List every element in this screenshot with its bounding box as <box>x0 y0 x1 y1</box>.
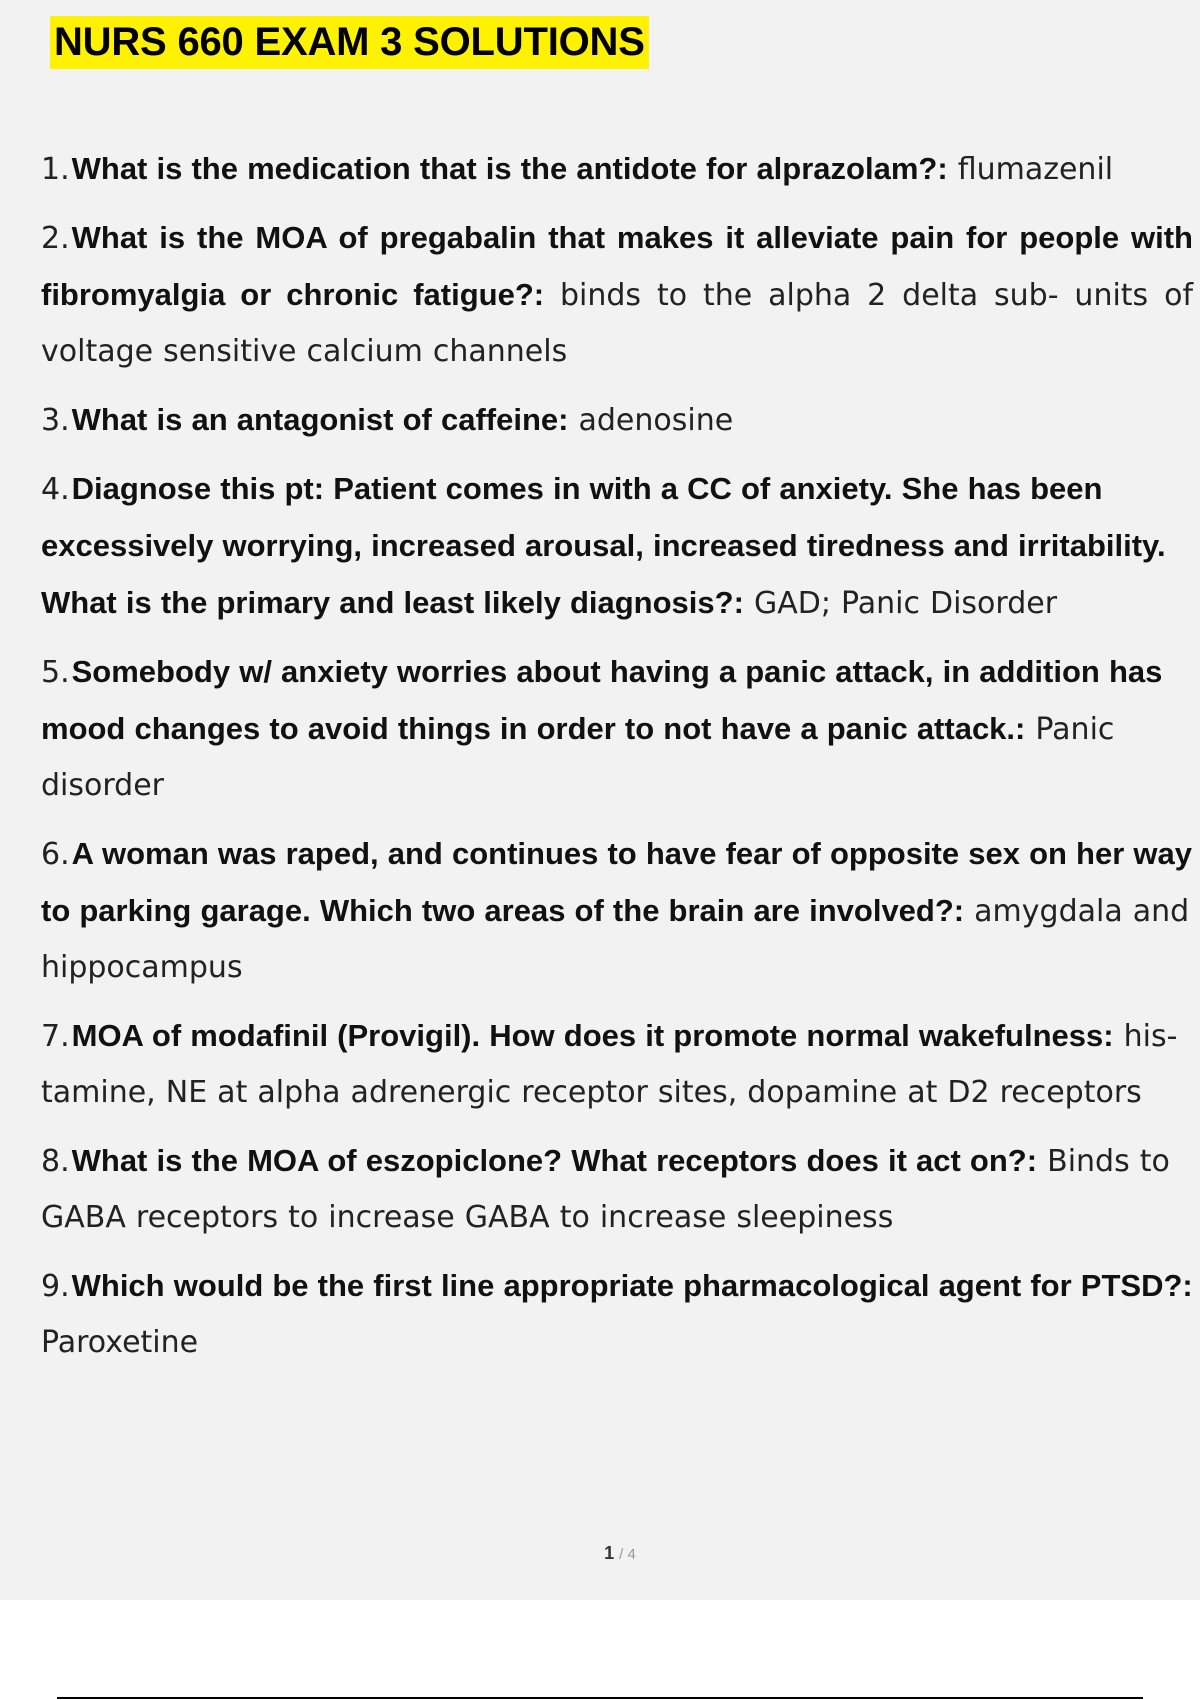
question-number: 2. <box>41 221 70 256</box>
answer-text: flumazenil <box>957 152 1114 187</box>
answer-text: amygdala and hippocampus <box>41 894 1190 985</box>
page-divider <box>57 1697 1143 1699</box>
answer-text: adenosine <box>578 403 734 438</box>
question-number: 4. <box>41 472 70 507</box>
question-text: What is the MOA of eszopiclone? What receptors does it act on?: <box>71 1143 1038 1178</box>
question-text: What is the MOA of pregabalin that makes it alleviate pain for people with fibromyalgia or chronic fatigue?: <box>41 220 1193 312</box>
question-text: Which would be the first line appropriate pharmacological agent for PTSD?: <box>71 1268 1193 1303</box>
question-item <box>41 392 1193 449</box>
answer-text: GAD; Panic Disorder <box>753 586 1058 621</box>
answer-text: binds to the alpha 2 delta sub- units of voltage sensitive calcium channels <box>41 278 1193 369</box>
question-item <box>41 1133 1193 1246</box>
question-item <box>41 1258 1193 1371</box>
question-text: Somebody w/ anxiety worries about having a panic attack, in addition has mood changes to avoid things in order to not have a panic attack.: <box>41 654 1163 746</box>
question-number: 8. <box>41 1144 70 1179</box>
question-text: MOA of modafinil (Provigil). How does it promote normal wakefulness: <box>71 1018 1114 1053</box>
question-item <box>41 1008 1193 1121</box>
current-page-number: 1 <box>604 1543 615 1563</box>
question-number: 6. <box>41 837 70 872</box>
question-number: 5. <box>41 655 70 690</box>
question-text: What is the medication that is the antidote for alprazolam?: <box>71 151 948 186</box>
total-pages: / 4 <box>619 1546 636 1563</box>
question-item <box>41 644 1193 814</box>
question-number: 7. <box>41 1019 70 1054</box>
question-list <box>41 141 1193 1383</box>
question-item <box>41 210 1193 380</box>
answer-text: his- tamine, NE at alpha adrenergic receptor sites, dopamine at D2 receptors <box>41 1019 1178 1110</box>
question-item <box>41 826 1193 996</box>
question-number: 1. <box>41 152 70 187</box>
question-item <box>41 141 1193 198</box>
page-indicator <box>0 1543 1200 1564</box>
question-number: 9. <box>41 1269 70 1304</box>
document-title: NURS 660 EXAM 3 SOLUTIONS <box>50 16 649 69</box>
answer-text: Paroxetine <box>41 1325 199 1360</box>
question-text: What is an antagonist of caffeine: <box>71 402 569 437</box>
question-number: 3. <box>41 403 70 438</box>
answer-text: Binds to GABA receptors to increase GABA to increase sleepiness <box>41 1144 1170 1235</box>
question-item <box>41 461 1193 632</box>
question-text: A woman was raped, and continues to have fear of opposite sex on her way to parking garage. Which two areas of the brain are involved?: <box>41 836 1193 928</box>
question-text: Diagnose this pt: Patient comes in with a CC of anxiety. She has been excessively worrying, increased arousal, increased tiredness and irritability. What is the primary and least likely diagnosis?: <box>41 471 1166 620</box>
answer-text: Panic disorder <box>41 712 1115 803</box>
